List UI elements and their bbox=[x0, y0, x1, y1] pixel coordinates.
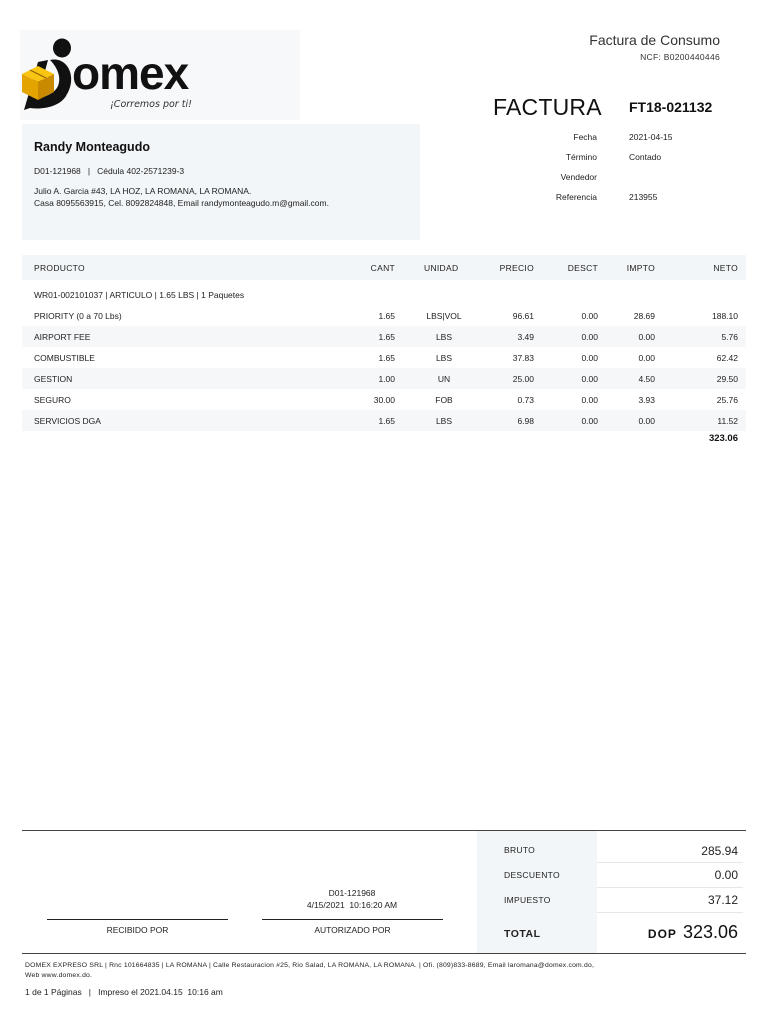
cell-neto: 25.76 bbox=[716, 395, 738, 405]
company-details: DOMEX EXPRESO SRL | Rnc 101664835 | LA ROMANA | Calle Restauracion #25, Rio Salad, LA ROMANA, LA ROMANA. | Ofi. (809)833-8689, Email laromana@domex.com.do, bbox=[25, 962, 595, 969]
client-name: Randy Monteagudo bbox=[34, 140, 150, 154]
cell-neto: 188.10 bbox=[712, 311, 738, 321]
referencia-label: Referencia bbox=[555, 192, 597, 202]
cell-unidad: LBS bbox=[435, 416, 453, 426]
cell-impto: 0.00 bbox=[638, 416, 655, 426]
cell-impto: 0.00 bbox=[638, 332, 655, 342]
cell-neto: 11.52 bbox=[717, 416, 738, 426]
vendedor-label: Vendedor bbox=[560, 172, 597, 182]
table-row bbox=[22, 368, 746, 389]
th-impto: IMPTO bbox=[626, 263, 655, 273]
th-desct: DESCT bbox=[567, 263, 598, 273]
auth-datetime: 4/15/2021 10:16:20 AM bbox=[306, 900, 398, 910]
th-precio: PRECIO bbox=[499, 263, 534, 273]
cell-unidad: LBS bbox=[435, 332, 453, 342]
th-producto: PRODUCTO bbox=[34, 263, 85, 273]
brand-tagline: ¡Corremos por ti! bbox=[110, 99, 192, 110]
autorizado-signature-line bbox=[262, 919, 443, 920]
cell-impto: 28.69 bbox=[633, 311, 655, 321]
cell-precio: 3.49 bbox=[517, 332, 534, 342]
cell-neto: 5.76 bbox=[721, 332, 738, 342]
cell-neto: 62.42 bbox=[716, 353, 738, 363]
invoice-title: FACTURA bbox=[493, 94, 602, 120]
company-web: Web www.domex.do. bbox=[25, 972, 93, 979]
cell-impto: 0.00 bbox=[638, 353, 655, 363]
cell-desct: 0.00 bbox=[581, 353, 598, 363]
cell-cant: 1.65 bbox=[378, 416, 395, 426]
total-value: 323.06 bbox=[682, 922, 738, 942]
cell-cant: 1.65 bbox=[378, 311, 395, 321]
autorizado-label: AUTORIZADO POR bbox=[314, 925, 391, 935]
referencia-value: 213955 bbox=[629, 192, 658, 202]
domex-logo-icon bbox=[20, 38, 80, 118]
page-info: 1 de 1 Páginas | Impreso el 2021.04.15 10:16 am bbox=[25, 987, 223, 997]
footer-bottom-divider bbox=[22, 953, 746, 954]
descuento-label: DESCUENTO bbox=[504, 870, 560, 880]
th-neto: NETO bbox=[713, 263, 738, 273]
cell-producto: SEGURO bbox=[34, 395, 71, 405]
table-row bbox=[22, 389, 746, 410]
invoice-number: FT18-021132 bbox=[629, 99, 713, 115]
cell-precio: 6.98 bbox=[517, 416, 534, 426]
descuento-value: 0.00 bbox=[714, 868, 738, 882]
recibido-label: RECIBIDO POR bbox=[106, 925, 169, 935]
document-type: Factura de Consumo bbox=[589, 32, 720, 48]
lines-sum-total: 323.06 bbox=[708, 433, 738, 444]
cell-producto: PRIORITY (0 a 70 Lbs) bbox=[34, 311, 122, 321]
th-unidad: UNIDAD bbox=[424, 263, 459, 273]
cell-impto: 4.50 bbox=[638, 374, 655, 384]
termino-label: Término bbox=[565, 152, 597, 162]
client-contact-line: Casa 8095563915, Cel. 8092824848, Email randymonteagudo.m@gmail.com. bbox=[34, 198, 329, 208]
shipment-group-line: WR01-002101037 | ARTICULO | 1.65 LBS | 1 Paquetes bbox=[34, 290, 245, 300]
cell-impto: 3.93 bbox=[638, 395, 655, 405]
totals-separator bbox=[597, 887, 743, 888]
client-address bbox=[34, 185, 329, 209]
total-currency: DOP bbox=[647, 927, 677, 941]
company-info bbox=[25, 961, 725, 981]
th-cant: CANT bbox=[370, 263, 395, 273]
total-label: TOTAL bbox=[504, 928, 541, 940]
cell-cant: 30.00 bbox=[373, 395, 395, 405]
cell-cant: 1.65 bbox=[378, 353, 395, 363]
cell-unidad: LBS|VOL bbox=[426, 311, 462, 321]
cell-desct: 0.00 bbox=[581, 374, 598, 384]
footer-divider bbox=[22, 830, 746, 831]
fecha-label: Fecha bbox=[573, 132, 597, 142]
authorization-info bbox=[262, 888, 442, 910]
table-row bbox=[22, 326, 746, 347]
cell-precio: 37.83 bbox=[512, 353, 534, 363]
bruto-value: 285.94 bbox=[701, 844, 738, 858]
ncf-number: NCF: B0200440446 bbox=[640, 52, 720, 62]
cell-producto: GESTION bbox=[34, 374, 73, 384]
cell-desct: 0.00 bbox=[581, 395, 598, 405]
total-amount bbox=[648, 922, 738, 943]
cell-unidad: UN bbox=[437, 374, 451, 384]
auth-id: D01-121968 bbox=[328, 888, 376, 898]
cell-cant: 1.65 bbox=[378, 332, 395, 342]
cell-unidad: LBS bbox=[435, 353, 453, 363]
client-id: D01-121968 | Cédula 402-2571239-3 bbox=[34, 166, 185, 176]
cell-desct: 0.00 bbox=[581, 311, 598, 321]
table-row bbox=[22, 347, 746, 368]
cell-neto: 29.50 bbox=[716, 374, 738, 384]
cell-producto: COMBUSTIBLE bbox=[34, 353, 95, 363]
table-row bbox=[22, 410, 746, 431]
impuesto-label: IMPUESTO bbox=[504, 895, 551, 905]
cell-producto: AIRPORT FEE bbox=[34, 332, 91, 342]
cell-precio: 96.61 bbox=[512, 311, 534, 321]
totals-separator bbox=[597, 862, 743, 863]
impuesto-value: 37.12 bbox=[707, 893, 738, 907]
fecha-value: 2021-04-15 bbox=[629, 132, 673, 142]
cell-desct: 0.00 bbox=[581, 416, 598, 426]
table-row bbox=[22, 305, 746, 326]
totals-separator bbox=[597, 912, 743, 913]
cell-cant: 1.00 bbox=[378, 374, 395, 384]
cell-precio: 0.73 bbox=[517, 395, 534, 405]
termino-value: Contado bbox=[629, 152, 662, 162]
brand-wordmark: omex bbox=[72, 47, 189, 99]
client-address-line: Julio A. Garcia #43, LA HOZ, LA ROMANA, LA ROMANA. bbox=[34, 186, 252, 196]
cell-producto: SERVICIOS DGA bbox=[34, 416, 101, 426]
cell-desct: 0.00 bbox=[581, 332, 598, 342]
cell-unidad: FOB bbox=[435, 395, 453, 405]
recibido-signature-line bbox=[47, 919, 228, 920]
cell-precio: 25.00 bbox=[512, 374, 534, 384]
bruto-label: BRUTO bbox=[504, 845, 536, 855]
